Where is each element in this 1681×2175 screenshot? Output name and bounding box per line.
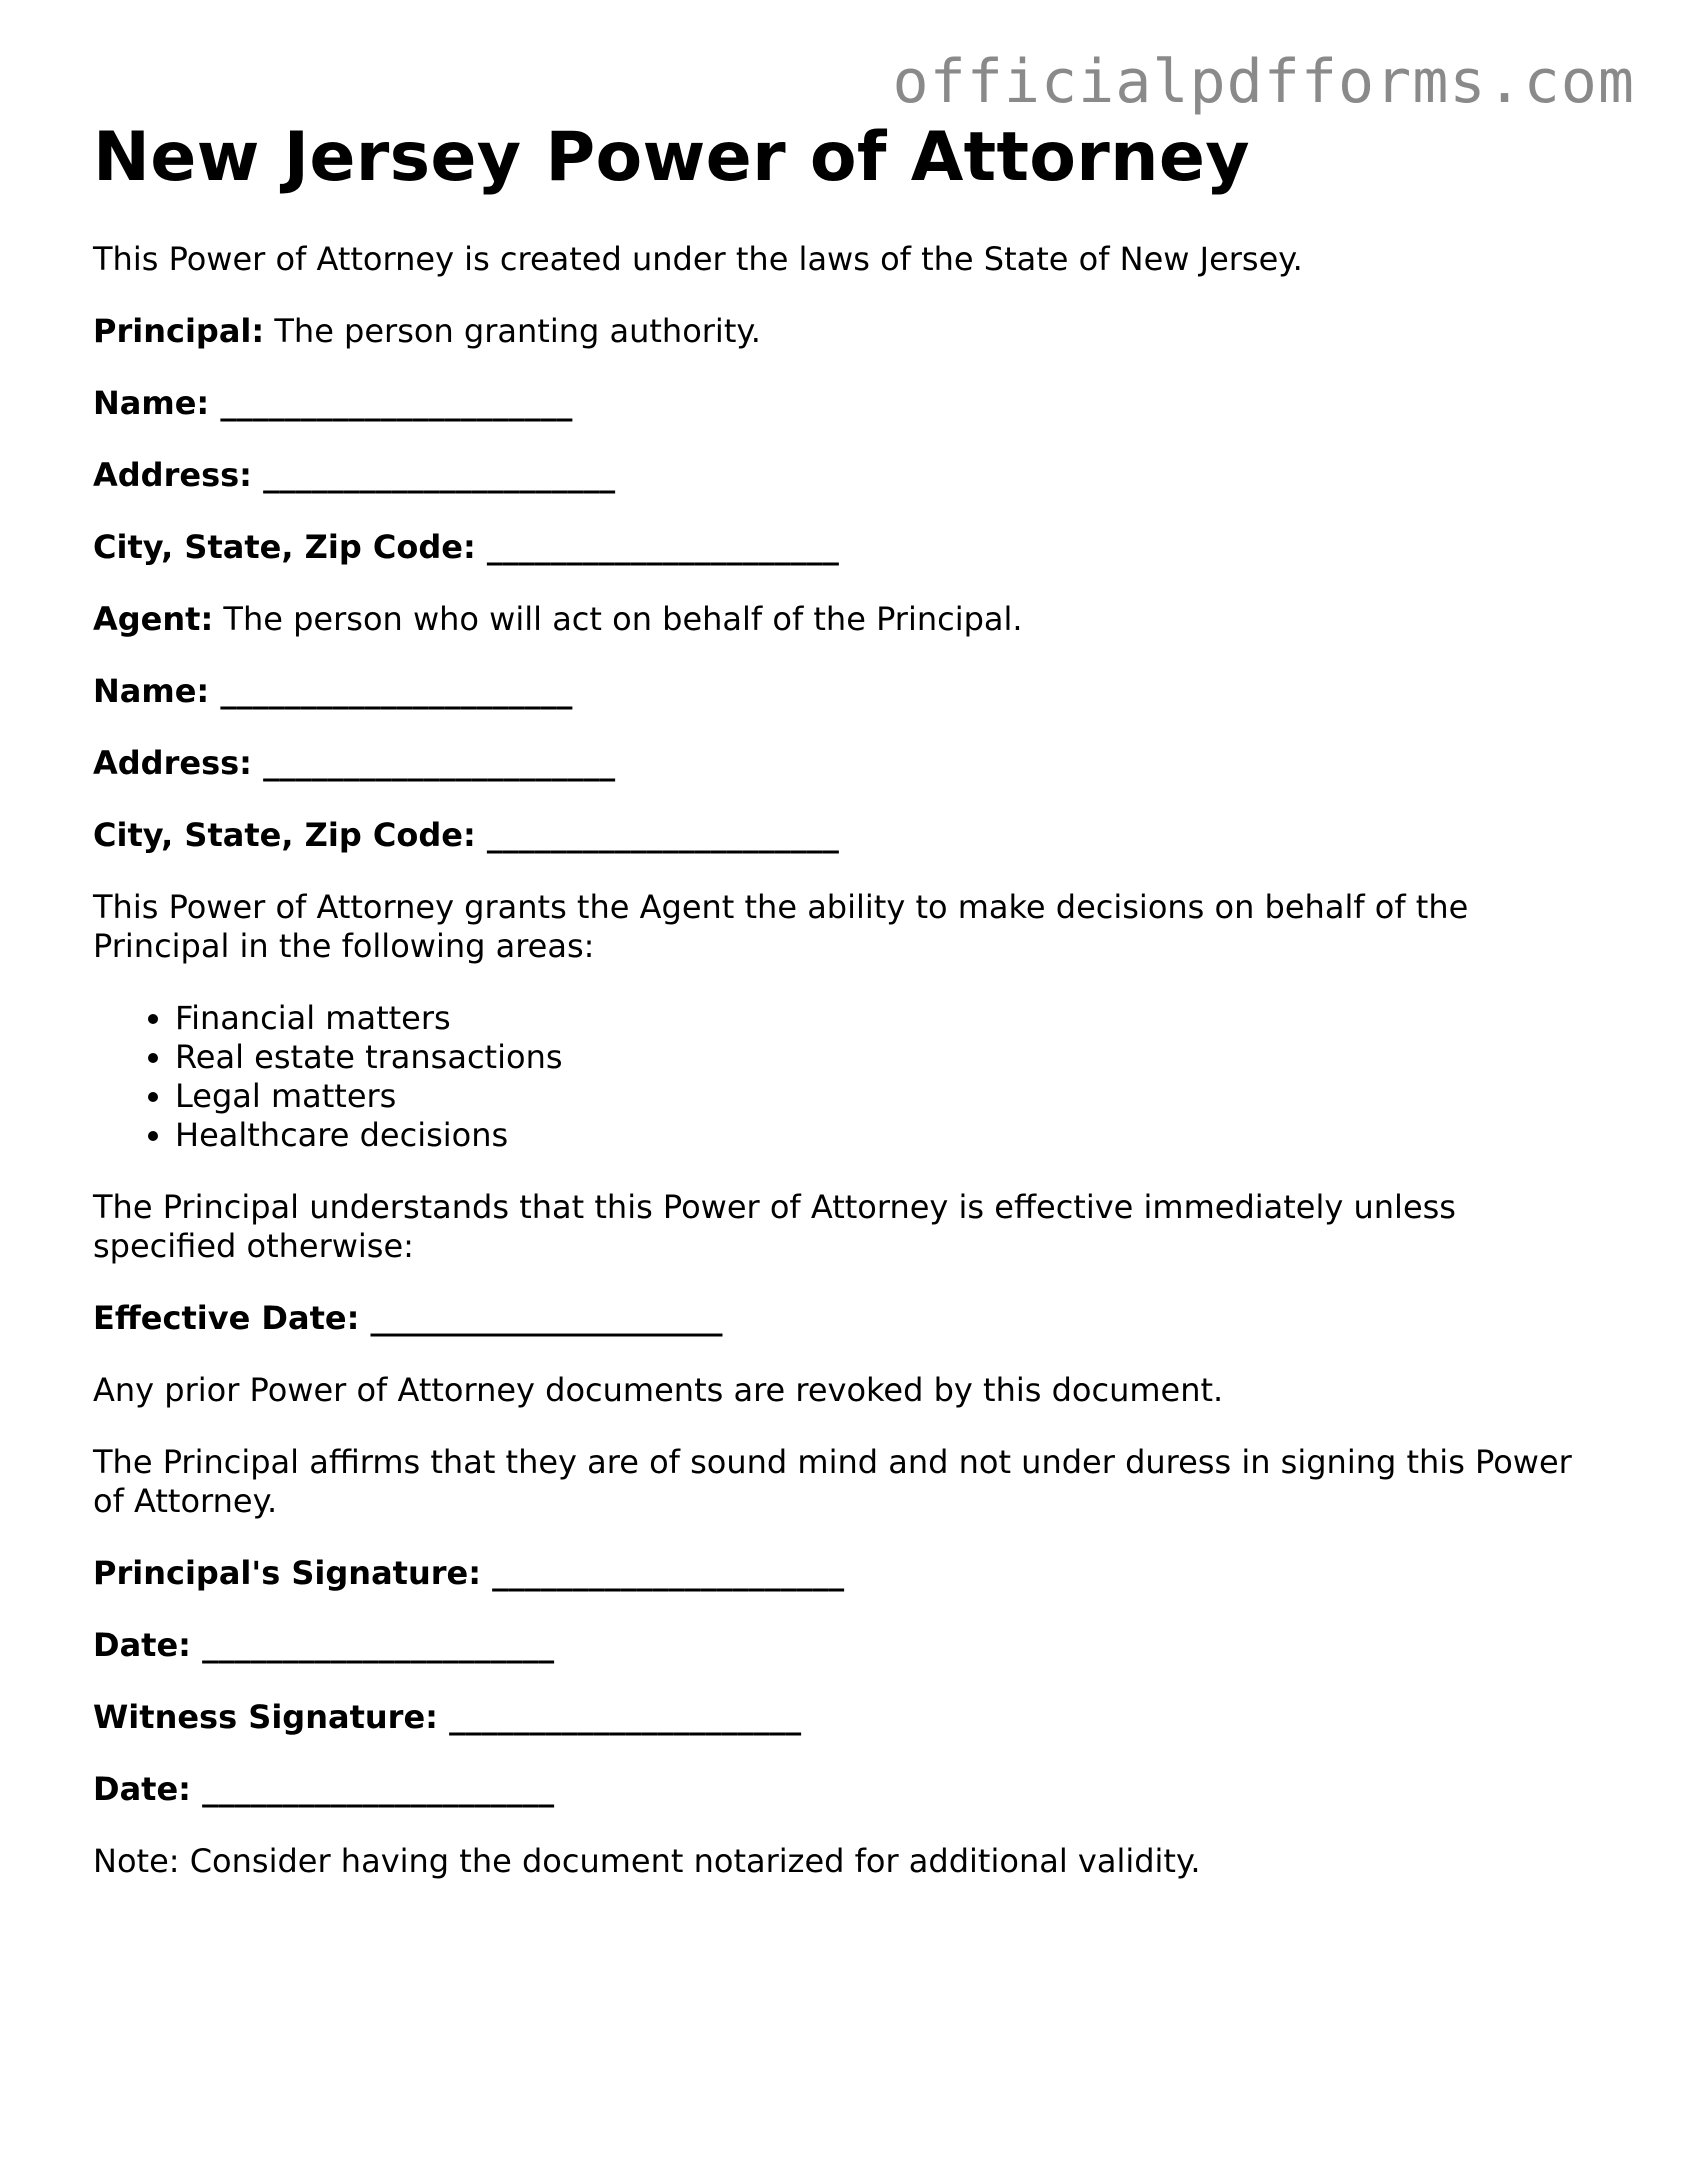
principal-label: Principal:: [93, 312, 265, 350]
note-paragraph: Note: Consider having the document notarized for additional validity.: [93, 1842, 1201, 1880]
witness-signature-label: Witness Signature:: [93, 1698, 450, 1736]
agent-address-field[interactable]: [93, 744, 1593, 783]
watermark-text: officialpdfforms.com: [892, 47, 1635, 117]
document-body: [93, 118, 1593, 1881]
principal-date-blank[interactable]: ______________________: [202, 1626, 555, 1664]
page-title: New Jersey Power of Attorney: [93, 118, 1250, 197]
witness-date-blank[interactable]: ______________________: [202, 1770, 555, 1808]
intro-paragraph: This Power of Attorney is created under the laws of the State of New Jersey.: [93, 240, 1303, 278]
principal-description: The person granting authority.: [264, 312, 761, 350]
agent-city-blank[interactable]: ______________________: [486, 816, 839, 854]
principal-heading: [93, 312, 1593, 351]
principal-signature-label: Principal's Signature:: [93, 1554, 493, 1592]
effective-date-blank[interactable]: ______________________: [370, 1299, 723, 1337]
principal-address-field[interactable]: [93, 456, 1593, 495]
principal-city-blank[interactable]: ______________________: [486, 528, 839, 566]
agent-name-field[interactable]: [93, 672, 1593, 711]
agent-name-blank[interactable]: ______________________: [220, 672, 573, 710]
principal-signature-field[interactable]: [93, 1554, 1593, 1593]
list-item: • Financial matters: [175, 999, 1593, 1038]
agent-city-label: City, State, Zip Code:: [93, 816, 487, 854]
list-item: • Real estate transactions: [175, 1038, 1593, 1077]
agent-description: The person who will act on behalf of the Principal.: [213, 600, 1023, 638]
affirmation-paragraph: The Principal affirms that they are of sound mind and not under duress in signing this Power of Attorney.: [93, 1443, 1572, 1520]
witness-date-label: Date:: [93, 1770, 203, 1808]
principal-address-label: Address:: [93, 456, 264, 494]
grants-paragraph: This Power of Attorney grants the Agent the ability to make decisions on behalf of the Principal in the following areas:: [93, 888, 1469, 965]
effective-paragraph: The Principal understands that this Power of Attorney is effective immediately unless specified otherwise:: [93, 1188, 1456, 1265]
agent-heading: [93, 600, 1593, 639]
witness-date-field[interactable]: [93, 1770, 1593, 1809]
agent-label: Agent:: [93, 600, 214, 638]
list-item: • Healthcare decisions: [175, 1116, 1593, 1155]
principal-signature-blank[interactable]: ______________________: [492, 1554, 845, 1592]
principal-name-blank[interactable]: ______________________: [220, 384, 573, 422]
principal-address-blank[interactable]: ______________________: [263, 456, 616, 494]
witness-signature-blank[interactable]: ______________________: [449, 1698, 802, 1736]
principal-name-field[interactable]: [93, 384, 1593, 423]
principal-name-label: Name:: [93, 384, 221, 422]
agent-name-label: Name:: [93, 672, 221, 710]
agent-address-label: Address:: [93, 744, 264, 782]
agent-city-field[interactable]: [93, 816, 1593, 855]
principal-date-label: Date:: [93, 1626, 203, 1664]
agent-address-blank[interactable]: ______________________: [263, 744, 616, 782]
list-item: • Legal matters: [175, 1077, 1593, 1116]
principal-date-field[interactable]: [93, 1626, 1593, 1665]
principal-city-field[interactable]: [93, 528, 1593, 567]
areas-list: [93, 999, 1593, 1155]
witness-signature-field[interactable]: [93, 1698, 1593, 1737]
effective-date-field[interactable]: [93, 1299, 1593, 1338]
principal-city-label: City, State, Zip Code:: [93, 528, 487, 566]
revocation-paragraph: Any prior Power of Attorney documents are revoked by this document.: [93, 1371, 1224, 1409]
effective-date-label: Effective Date:: [93, 1299, 371, 1337]
